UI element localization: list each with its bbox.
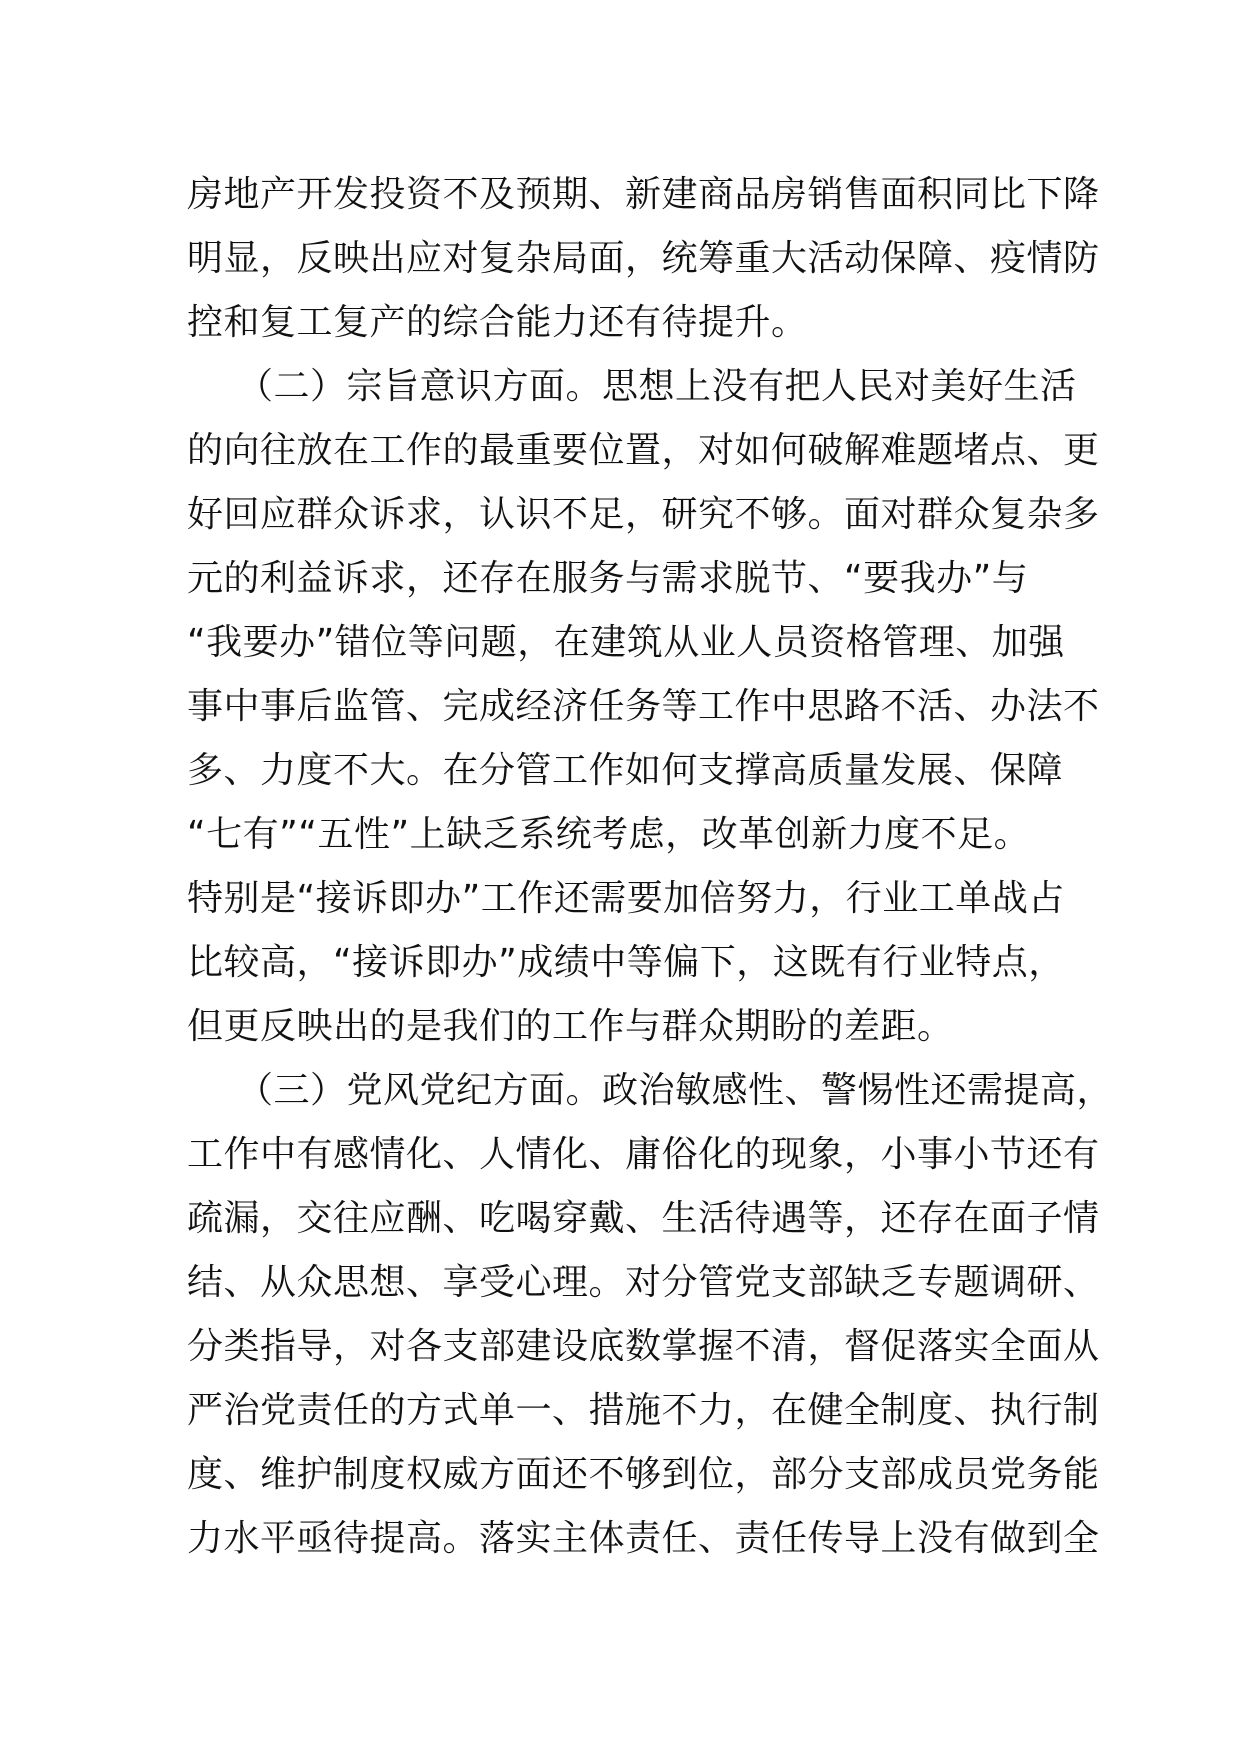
text-line: 分类指导，对各支部建设底数掌握不清，督促落实全面从 [187, 1326, 1100, 1367]
text-line: 好回应群众诉求，认识不足，研究不够。面对群众复杂多 [187, 494, 1100, 535]
text-line: 疏漏，交往应酬、吃喝穿戴、生活待遇等，还存在面子情 [187, 1198, 1100, 1239]
text-line: 多、力度不大。在分管工作如何支撑高质量发展、保障 [187, 750, 1064, 791]
paragraph-heading-2: （二）宗旨意识方面。思想上没有把人民对美好生活 [237, 366, 1077, 407]
text-line: 工作中有感情化、人情化、庸俗化的现象，小事小节还有 [187, 1134, 1100, 1175]
text-line: 事中事后监管、完成经济任务等工作中思路不活、办法不 [187, 686, 1100, 727]
text-line: 控和复工复产的综合能力还有待提升。 [187, 302, 808, 343]
text-line: 房地产开发投资不及预期、新建商品房销售面积同比下降 [187, 174, 1100, 215]
text-line: 明显，反映出应对复杂局面，统筹重大活动保障、疫情防 [187, 238, 1100, 279]
text-line: 但更反映出的是我们的工作与群众期盼的差距。 [187, 1006, 954, 1047]
text-line: 比较高，“接诉即办”成绩中等偏下，这既有行业特点， [187, 942, 1065, 983]
text-line: 度、维护制度权威方面还不够到位，部分支部成员党务能 [187, 1454, 1100, 1495]
text-line: “我要办”错位等问题，在建筑从业人员资格管理、加强 [187, 622, 1065, 663]
text-line: 的向往放在工作的最重要位置，对如何破解难题堵点、更 [187, 430, 1100, 471]
paragraph-heading-3: （三）党风党纪方面。政治敏感性、警惕性还需提高， [237, 1070, 1114, 1111]
text-line: 特别是“接诉即办”工作还需要加倍努力，行业工单战占 [187, 878, 1065, 919]
text-line: 元的利益诉求，还存在服务与需求脱节、“要我办”与 [187, 558, 1029, 599]
text-line: 结、从众思想、享受心理。对分管党支部缺乏专题调研、 [187, 1262, 1100, 1303]
text-line: 力水平亟待提高。落实主体责任、责任传导上没有做到全 [187, 1518, 1100, 1559]
text-line: “七有”“五性”上缺乏系统考虑，改革创新力度不足。 [187, 814, 1031, 855]
text-line: 严治党责任的方式单一、措施不力，在健全制度、执行制 [187, 1390, 1100, 1431]
